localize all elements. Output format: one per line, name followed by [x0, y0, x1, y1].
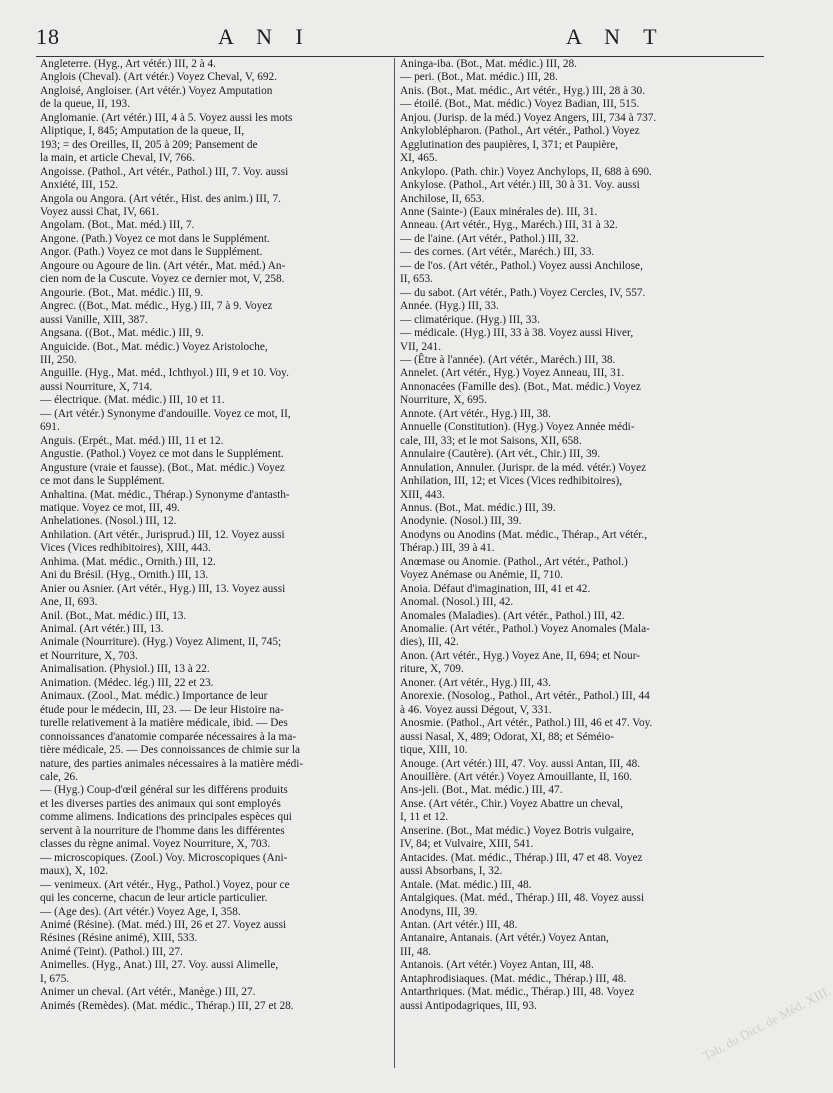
- entry-line: Anodynie. (Nosol.) III, 39.: [400, 515, 522, 528]
- entry-line: Anœmase ou Anomie. (Pathol., Art vétér., Pathol.): [400, 555, 628, 568]
- entry-line: Annuelle (Constitution). (Hyg.) Voyez Année médi-: [400, 421, 635, 434]
- entry-line: Animalisation. (Physiol.) III, 13 à 22.: [40, 663, 210, 676]
- entry-line: Anguille. (Hyg., Mat. méd., Ichthyol.) III, 9 et 10. Voy.: [40, 367, 289, 380]
- entry-line: Animale (Nourriture). (Hyg.) Voyez Aliment, II, 745;: [40, 636, 282, 649]
- entry-line: — (Être à l'année). (Art vétér., Maréch.) III, 38.: [400, 353, 616, 366]
- entry-line: Anhilation. (Art vétér., Jurisprud.) III, 12. Voyez aussi: [40, 528, 285, 541]
- entry-line: Anguis. (Erpét., Mat. méd.) III, 11 et 12.: [40, 434, 224, 447]
- entry-line: Ani du Brésil. (Hyg., Ornith.) III, 13.: [40, 569, 209, 582]
- entry-line: IV, 84; et Vulvaire, XIII, 541.: [400, 838, 534, 851]
- entry-line: Anomales (Maladies). (Art vétér., Pathol.) III, 42.: [400, 609, 625, 622]
- entry-line: aussi Vanille, XIII, 387.: [40, 313, 148, 326]
- entry-line: Aninga-iba. (Bot., Mat. médic.) III, 28.: [400, 58, 577, 70]
- entry-line: Angolam. (Bot., Mat. méd.) III, 7.: [40, 219, 195, 232]
- entry-line: Anjou. (Jurisp. de la méd.) Voyez Angers, III, 734 à 737.: [400, 111, 657, 124]
- entry-line: Anomal. (Nosol.) III, 42.: [400, 596, 514, 609]
- entry-line: — de l'aine. (Art vétér., Pathol.) III, 32.: [400, 232, 579, 245]
- entry-line: et Nourriture, X, 703.: [40, 649, 138, 662]
- entry-line: — microscopiques. (Zool.) Voy. Microscopiques (Ani-: [40, 851, 288, 864]
- entry-line: Antacides. (Mat. médic., Thérap.) III, 47 et 48. Voyez: [400, 851, 643, 864]
- entry-line: Angone. (Path.) Voyez ce mot dans le Supplément.: [40, 232, 270, 245]
- entry-line: 691.: [40, 421, 60, 434]
- entry-line: — venimeux. (Art vétér., Hyg., Pathol.) Voyez, pour ce: [40, 878, 290, 891]
- entry-line: dies), III, 42.: [400, 636, 459, 649]
- entry-line: tière médicale, 25. — Des connoissances de chimie sur la: [40, 744, 301, 757]
- header-rule: [36, 56, 764, 57]
- entry-line: servent à la nourriture de l'homme dans les différentes: [40, 824, 285, 837]
- entry-line: cale, III, 33; et le mot Saisons, XII, 658.: [400, 434, 582, 447]
- entry-line: Animé (Résine). (Mat. méd.) III, 26 et 27. Voyez aussi: [40, 919, 287, 931]
- entry-line: à 46. Voyez aussi Dégout, V, 331.: [400, 703, 552, 716]
- entry-line: XI, 465.: [400, 152, 438, 165]
- entry-line: Anosmie. (Pathol., Art vétér., Pathol.) III, 46 et 47. Voy.: [400, 717, 653, 730]
- entry-line: Voyez Anémase ou Anémie, II, 710.: [400, 569, 563, 582]
- entry-line: aussi Antipodagriques, III, 93.: [400, 999, 537, 1012]
- entry-line: cien nom de la Cuscute. Voyez ce dernier mot, V, 258.: [40, 273, 285, 286]
- entry-line: Angoisse. (Pathol., Art vétér., Pathol.) III, 7. Voy. aussi: [40, 165, 289, 178]
- entry-line: Animés (Remèdes). (Mat. médic., Thérap.) III, 27 et 28.: [40, 999, 294, 1012]
- entry-line: II, 653.: [400, 273, 433, 286]
- entry-line: Anodyns, III, 39.: [400, 905, 478, 918]
- entry-line: III, 48.: [400, 945, 432, 958]
- entry-line: Angsana. ((Bot., Mat. médic.) III, 9.: [40, 327, 204, 340]
- entry-line: tique, XIII, 10.: [400, 744, 468, 757]
- entry-line: III, 250.: [40, 353, 77, 366]
- entry-line: Ans-jeli. (Bot., Mat. médic.) III, 47.: [400, 784, 563, 797]
- entry-line: connoissances d'anatomie comparée nécessaires à la ma-: [40, 730, 297, 743]
- entry-line: — (Art vétér.) Synonyme d'andouille. Voyez ce mot, II,: [40, 407, 291, 420]
- entry-line: Anorexie. (Nosolog., Pathol., Art vétér., Pathol.) III, 44: [400, 690, 650, 703]
- entry-line: aussi Nasal, X, 489; Odorat, XI, 88; et Séméio-: [400, 730, 614, 743]
- entry-line: Anomalie. (Art vétér., Pathol.) Voyez Anomales (Mala-: [400, 623, 650, 636]
- entry-line: Annus. (Bot., Mat. médic.) III, 39.: [400, 501, 556, 514]
- entry-line: Thérap.) III, 39 à 41.: [400, 542, 495, 555]
- entry-line: XIII, 443.: [400, 488, 445, 501]
- running-head-right: A N T: [566, 24, 666, 49]
- entry-line: Anhilation, III, 12; et Vices (Vices redhibitoires),: [400, 475, 623, 488]
- entry-line: Animé (Teint). (Pathol.) III, 27.: [40, 945, 183, 958]
- entry-line: Anoia. Défaut d'imagination, III, 41 et 42.: [400, 582, 591, 595]
- entry-line: Anon. (Art vétér., Hyg.) Voyez Ane, II, 694; et Nour-: [400, 649, 640, 662]
- entry-line: Anhima. (Mat. médic., Ornith.) III, 12.: [40, 555, 216, 568]
- entry-line: Anis. (Bot., Mat. médic., Art vétér., Hyg.) III, 28 à 30.: [400, 84, 646, 97]
- entry-line: maux), X, 102.: [40, 865, 109, 878]
- entry-line: Anhelationes. (Nosol.) III, 12.: [40, 515, 177, 528]
- entry-line: Annonacées (Famille des). (Bot., Mat. médic.) Voyez: [400, 380, 641, 393]
- entry-line: Aliptique, I, 845; Amputation de la queue, II,: [40, 125, 245, 138]
- entry-line: aussi Absorbans, I, 32.: [400, 865, 503, 878]
- entry-line: Voyez aussi Chat, IV, 661.: [40, 205, 160, 218]
- entry-line: — de l'os. (Art vétér., Pathol.) Voyez aussi Anchilose,: [400, 259, 643, 272]
- entry-line: Anouge. (Art vétér.) III, 47. Voy. aussi Antan, III, 48.: [400, 757, 641, 770]
- entry-line: et les diverses parties des animaux qui sont employés: [40, 797, 281, 810]
- entry-line: 193; = des Oreilles, II, 205 à 209; Pansement de: [40, 138, 258, 151]
- entry-line: Anouillère. (Art vétér.) Voyez Amouillante, II, 160.: [400, 771, 633, 784]
- entry-line: comme alimens. Indications des principales espèces qui: [40, 811, 292, 824]
- entry-line: Anil. (Bot., Mat. médic.) III, 13.: [40, 609, 187, 622]
- entry-line: Animal. (Art vétér.) III, 13.: [40, 623, 164, 636]
- entry-line: Angloisé, Angloiser. (Art vétér.) Voyez Amputation: [40, 84, 273, 97]
- entry-line: riture, X, 709.: [400, 663, 464, 676]
- entry-line: Ankylopo. (Path. chir.) Voyez Anchylops, II, 688 à 690.: [400, 165, 652, 178]
- entry-line: cale, 26.: [40, 771, 78, 784]
- entry-line: Nourriture, X, 695.: [400, 394, 487, 407]
- entry-line: Agglutination des paupières, I, 371; et Paupière,: [400, 138, 619, 151]
- entry-line: Anchilose, II, 653.: [400, 192, 485, 205]
- entry-line: Anoner. (Art vétér., Hyg.) III, 43.: [400, 676, 551, 689]
- entry-line: Anglomanie. (Art vétér.) III, 4 à 5. Voyez aussi les mots: [40, 111, 293, 124]
- page-header: [36, 24, 764, 52]
- entry-line: Année. (Hyg.) III, 33.: [400, 300, 499, 313]
- entry-line: Animaux. (Zool., Mat. médic.) Importance de leur: [40, 690, 268, 703]
- entry-line: Antalgiques. (Mat. méd., Thérap.) III, 48. Voyez aussi: [400, 892, 645, 905]
- entry-line: Anglois (Cheval). (Art vétér.) Voyez Cheval, V, 692.: [40, 71, 277, 84]
- entry-line: Vices (Vices redhibitoires), XIII, 443.: [40, 542, 211, 555]
- entry-line: Anse. (Art vétér., Chir.) Voyez Abattre un cheval,: [400, 797, 623, 810]
- entry-line: — électrique. (Mat. médic.) III, 10 et 11.: [40, 394, 225, 407]
- bleed-through-text: Tab. du Dict. de Méd. XIII.: [700, 983, 833, 1064]
- entry-line: Anguicide. (Bot., Mat. médic.) Voyez Aristoloche,: [40, 340, 268, 353]
- left-column: [40, 58, 388, 1078]
- entry-line: Antanaire, Antanais. (Art vétér.) Voyez Antan,: [400, 932, 609, 945]
- entry-line: — (Hyg.) Coup-d'œil général sur les différens produits: [40, 784, 288, 797]
- entry-line: ce mot dans le Supplément.: [40, 475, 165, 488]
- entry-line: Animer un cheval. (Art vétér., Manège.) III, 27.: [40, 986, 256, 999]
- entry-line: Angustie. (Pathol.) Voyez ce mot dans le Supplément.: [40, 448, 284, 461]
- entry-line: I, 675.: [40, 972, 70, 985]
- entry-line: Antale. (Mat. médic.) III, 48.: [400, 878, 532, 891]
- entry-line: — peri. (Bot., Mat. médic.) III, 28.: [400, 71, 558, 84]
- entry-line: Angor. (Path.) Voyez ce mot dans le Supplément.: [40, 246, 263, 259]
- entry-line: Angleterre. (Hyg., Art vétér.) III, 2 à 4.: [40, 58, 216, 70]
- column-divider: [394, 58, 395, 1068]
- running-head-left: A N I: [218, 24, 312, 49]
- entry-line: Angrec. ((Bot., Mat. médic., Hyg.) III, 7 à 9. Voyez: [40, 300, 273, 313]
- entry-line: Angusture (vraie et fausse). (Bot., Mat. médic.) Voyez: [40, 461, 285, 474]
- entry-line: — (Age des). (Art vétér.) Voyez Age, I, 358.: [40, 905, 241, 918]
- entry-line: la main, et article Cheval, IV, 766.: [40, 152, 195, 165]
- entry-line: Ankyloblépharon. (Pathol., Art vétér., Pathol.) Voyez: [400, 125, 640, 138]
- entry-line: étude pour le médecin, III, 23. — De leur Histoire na-: [40, 703, 284, 716]
- entry-line: Angola ou Angora. (Art vétér., Hist. des anim.) III, 7.: [40, 192, 281, 205]
- entry-line: VII, 241.: [400, 340, 442, 353]
- right-column: [400, 58, 758, 1078]
- entry-line: matique. Voyez ce mot, III, 49.: [40, 501, 180, 514]
- entry-line: Animelles. (Hyg., Anat.) III, 27. Voy. aussi Alimelle,: [40, 959, 279, 972]
- entry-line: Annulation, Annuler. (Jurispr. de la méd. vétér.) Voyez: [400, 461, 647, 474]
- entry-line: de la queue, II, 193.: [40, 98, 131, 111]
- entry-line: classes du règne animal. Voyez Nourriture, X, 703.: [40, 838, 271, 851]
- entry-line: Angoure ou Agoure de lin. (Art vétér., Mat. méd.) An-: [40, 259, 286, 272]
- entry-line: Anne (Sainte-) (Eaux minérales de). III, 31.: [400, 205, 598, 218]
- entry-line: Antanois. (Art vétér.) Voyez Antan, III, 48.: [400, 959, 594, 972]
- entry-line: qui les concerne, chacun de leur article particulier.: [40, 892, 268, 905]
- page-number: 18: [36, 24, 60, 49]
- entry-line: Animation. (Médec. lég.) III, 22 et 23.: [40, 676, 214, 689]
- entry-line: turelle relativement à la matière médicale, ibid. — Des: [40, 717, 288, 730]
- entry-line: Annelet. (Art vétér., Hyg.) Voyez Anneau, III, 31.: [400, 367, 625, 380]
- entry-line: Ane, II, 693.: [40, 596, 98, 609]
- entry-line: Antaphrodisiaques. (Mat. médic., Thérap.) III, 48.: [400, 972, 627, 985]
- entry-line: Anxiété, III, 152.: [40, 179, 119, 192]
- entry-line: Annulaire (Cautère). (Art vét., Chir.) III, 39.: [400, 448, 601, 461]
- entry-line: — étoilé. (Bot., Mat. médic.) Voyez Badian, III, 515.: [400, 98, 640, 111]
- entry-line: — du sabot. (Art vétér., Path.) Voyez Cercles, IV, 557.: [400, 286, 646, 299]
- entry-line: Annote. (Art vétér., Hyg.) III, 38.: [400, 407, 551, 420]
- entry-line: Anneau. (Art vétér., Hyg., Maréch.) III, 31 à 32.: [400, 219, 618, 232]
- entry-line: aussi Nourriture, X, 714.: [40, 380, 153, 393]
- entry-line: nature, des parties animales nécessaires à la matière médi-: [40, 757, 304, 770]
- entry-line: Angourie. (Bot., Mat. médic.) III, 9.: [40, 286, 204, 299]
- entry-line: Antarthriques. (Mat. médic., Thérap.) III, 48. Voyez: [400, 986, 635, 999]
- entry-line: Antan. (Art vétér.) III, 48.: [400, 919, 518, 931]
- entry-line: Anier ou Asnier. (Art vétér., Hyg.) III, 13. Voyez aussi: [40, 582, 286, 595]
- entry-line: Anserine. (Bot., Mat médic.) Voyez Botris vulgaire,: [400, 824, 634, 837]
- entry-line: — climatérique. (Hyg.) III, 33.: [400, 313, 540, 326]
- entry-line: — des cornes. (Art vétér., Maréch.) III, 33.: [400, 246, 595, 259]
- entry-line: Anodyns ou Anodins (Mat. médic., Thérap., Art vétér.,: [400, 528, 648, 541]
- entry-line: — médicale. (Hyg.) III, 33 à 38. Voyez aussi Hiver,: [400, 327, 634, 340]
- entry-line: Ankylose. (Pathol., Art vétér.) III, 30 à 31. Voy. aussi: [400, 179, 640, 192]
- entry-line: Résines (Résine animé), XIII, 533.: [40, 932, 198, 945]
- entry-line: I, 11 et 12.: [400, 811, 449, 824]
- entry-line: Anhaltina. (Mat. médic., Thérap.) Synonyme d'antasth-: [40, 488, 290, 501]
